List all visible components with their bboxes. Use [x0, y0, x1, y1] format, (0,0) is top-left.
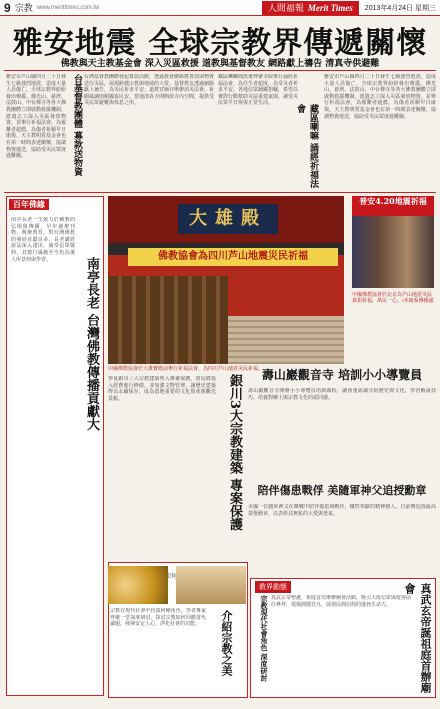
people-figure — [352, 216, 434, 288]
article-title: 台基督教團體 募款送物資 — [72, 74, 82, 177]
section-name: 宗教 — [14, 3, 33, 13]
donation-banner: 普安4.20地震祈福 — [352, 196, 434, 216]
prayer-banner: 佛教協會為四川芦山地震災民祈福 — [128, 248, 338, 266]
paper-name: 人間福報 — [267, 3, 304, 13]
photo-caption: 中國佛教協會於北京為芦山地震災區募捐祈福，萬民一心。/本報系傳播處 — [352, 292, 434, 305]
article-title: 藏區喇嘛 誦經祈福法會 — [295, 104, 318, 189]
article-title: 陪伴傷患戰俘 美隨軍神父追授勳章 — [257, 484, 427, 497]
buddha-photo — [108, 566, 168, 604]
article-body: 藏區喇嘛聞訊後齊聚寺院舉行誦經祈福法會，為往生者超度，為受災者祈求平安。各地信眾踴躍捐輸，希望以實際行動幫助災區重建家園，讓受災民眾早日恢復正常生活。 — [218, 74, 298, 107]
masthead-bar — [0, 0, 440, 16]
article-body: 雅安市芦山縣四月二十日發生七級強烈地震，造成大量人員傷亡，全球宗教界紛紛發出聲援。佛光山、慈濟、法鼓山、中台禪寺等各大佛教團體立即啟動救援機制，派遣志工深入災區發放物資，並舉行祈福法會，為罹難者超薦，為傷者祈願早日康復。天主教明愛基金會也在第一時間表達關懷，協調物資運送，協助受災民眾度過難關。 — [324, 74, 436, 120]
photo-caption: 中國佛教協會於大雄寶殿前舉行祈福法會，為四川芦山地震災民祈福。 — [108, 366, 264, 372]
news-tag: 教界動態 — [255, 581, 291, 593]
website-link[interactable]: www.merittimes.com.tw — [36, 4, 100, 11]
news-title: 宗教現代社會角色 深度研討 — [260, 595, 269, 682]
column-tag: 百年佛緣 — [9, 199, 49, 210]
page-number: 9 — [4, 0, 11, 15]
stairs-figure — [228, 316, 344, 364]
article-body: 雅安市芦山縣四月二十日發生七級強烈地震，造成大量人員傷亡，全球宗教界紛紛發出聲援。佛光山、慈濟、法鼓山、中台禪寺等各大佛教團體立即啟動救援機制，派遣志工深入災區發放物資，並舉行祈福法會，為罹難者超薦，為傷者祈願早日康復。天主教明愛基金會也在第一時間表達關懷，協調物資運送，協助受災民眾度過難關。 — [6, 74, 66, 160]
temple-plaque: 大雄殿 — [178, 204, 278, 234]
article-body: 台灣基督教團體發起募款活動，透過教會網絡將善款與物資送往災區，展現跨越宗教與地域的大愛。基督教友透過網路獻上禱告，為災民祈求平安；道教宮廟亦舉辦消災法會，祈願風調雨順國泰民安。當地清真寺則開放寺內空間，提供受災民眾避難與休息之所。 — [84, 74, 214, 107]
column-box — [6, 196, 104, 696]
book-photo — [176, 566, 246, 604]
article-body: 寧夏銀川三大宗教建築列入專案保護，當局將投入經費進行修繕，並加強文物管理，讓歷史建築得以永續保存，成為當地重要的文化資產與觀光景點。 — [108, 376, 216, 402]
temple-photo — [108, 196, 344, 364]
main-headline: 雅安地震 全球宗教界傳遞關懷 — [12, 26, 428, 61]
donation-photo — [352, 196, 434, 288]
article-title: 壽山巖觀音寺 培訓小小導覽員 — [261, 368, 423, 382]
article-body: 南亭長老一生致力於佛教的弘揚與傳播，早年創辦刊物、興辦教育，對台灣佛教的發展貢獻良多。長老講經說法深入淺出，廣受信眾敬仰，其德行風範至今仍為後人所景仰與學習。 — [11, 217, 75, 263]
news-box — [250, 578, 436, 698]
intro-title: 介紹宗教之美 — [220, 610, 233, 676]
sub-headline: 佛教與天主教基金會 深入災區救援 道教與基督教友 網路獻上禱告 清真寺供避難 — [60, 59, 380, 69]
article-body: 美國一位隨軍神父在韓戰中陪伴傷患與戰俘，犧牲奉獻的精神感人，日前獲追授最高榮譽勳章，以表彰其無私的大愛與勇氣。 — [248, 504, 436, 517]
column-title: 南亭長老 台灣佛教傳播貢獻大 — [84, 257, 99, 431]
issue-date: 2013年4月24日 星期三 — [364, 4, 436, 12]
article-body: 真武玄帝聖誕，祖庭首次舉辦廟會活動，吸引大批信眾與遊客前往參拜，現場熱鬧非凡，展現民間信仰的蓬勃生命力。 — [271, 595, 411, 608]
paper-logo — [262, 1, 359, 15]
article-title: 真武玄帝誕祖庭首辦廟會 — [403, 583, 432, 693]
divider — [4, 192, 436, 193]
article-title: 銀川3大宗教建築 專案保護 — [227, 374, 242, 531]
monks-figure — [108, 276, 228, 364]
paper-name-en: Merit Times — [307, 2, 353, 13]
article-body: 宗教在現代社會中扮演何種角色，學者專家齊聚一堂深度研討，探討宗教如何回應當代議題，發揮安定人心、淨化社會的功能。 — [110, 608, 206, 628]
article-body: 壽山巖觀音寺開辦小小導覽員培訓課程，讓孩童認識寺院歷史與文化，學習解說技巧，培養對鄉土與宗教文化的認同感。 — [248, 388, 436, 401]
divider — [4, 70, 436, 71]
